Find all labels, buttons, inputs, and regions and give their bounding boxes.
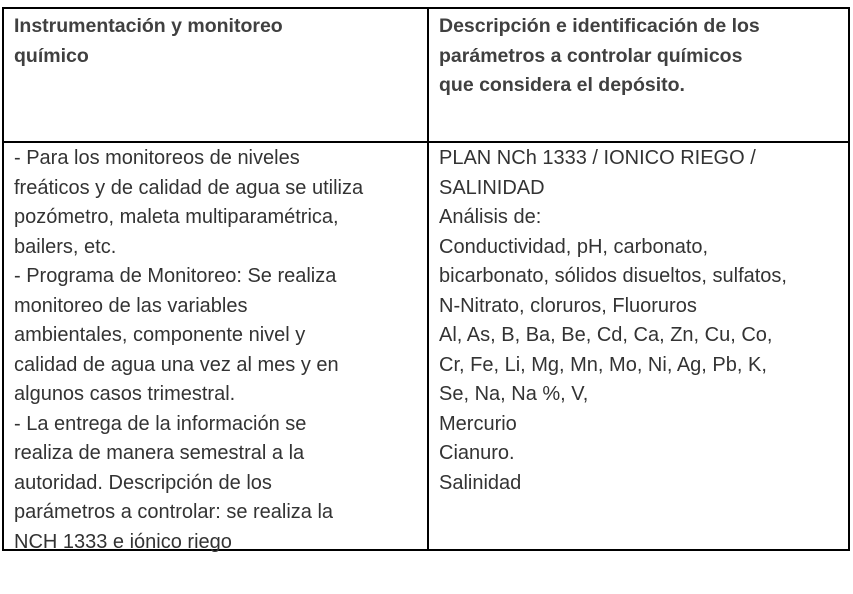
header-line: químico xyxy=(14,44,89,67)
body-line: Mercurio xyxy=(439,412,517,435)
body-line: autoridad. Descripción de los xyxy=(14,471,272,494)
header-line: Descripción e identificación de los xyxy=(439,15,760,37)
header-line: que considera el depósito. xyxy=(439,74,685,96)
body-line: Al, As, B, Ba, Be, Cd, Ca, Zn, Cu, Co, xyxy=(439,324,773,346)
body-line: PLAN NCh 1333 / IONICO RIEGO / xyxy=(439,147,756,169)
body-line: algunos casos trimestral. xyxy=(14,383,236,405)
body-line: Cr, Fe, Li, Mg, Mn, Mo, Ni, Ag, Pb, K, xyxy=(439,353,767,376)
body-line: Cianuro. xyxy=(439,442,515,464)
body-line: N-Nitrato, cloruros, Fluoruros xyxy=(439,294,697,317)
body-line: bailers, etc. xyxy=(14,235,117,258)
body-line: Conductividad, pH, carbonato, xyxy=(439,235,709,258)
body-line: - Programa de Monitoreo: Se realiza xyxy=(14,265,337,287)
body-line: ambientales, componente nivel y xyxy=(14,324,306,346)
body-line: freáticos y de calidad de agua se utiliza xyxy=(14,176,364,199)
body-line: SALINIDAD xyxy=(439,176,545,199)
body-line: realiza de manera semestral a la xyxy=(14,442,305,464)
body-line: pozómetro, maleta multiparamétrica, xyxy=(14,206,339,228)
header-line: parámetros a controlar químicos xyxy=(439,44,743,67)
body-line: NCH 1333 e iónico riego xyxy=(14,530,232,553)
body-line: parámetros a controlar: se realiza la xyxy=(14,501,334,523)
body-cell-instrumentation xyxy=(4,143,427,553)
body-line: Salinidad xyxy=(439,471,522,494)
body-line: - La entrega de la información se xyxy=(14,412,307,435)
header-line: Instrumentación y monitoreo xyxy=(14,15,283,37)
parameters-table xyxy=(2,7,850,551)
body-cell-parameters xyxy=(429,143,848,549)
body-line: - Para los monitoreos de niveles xyxy=(14,147,300,169)
body-line: Se, Na, Na %, V, xyxy=(439,383,589,405)
body-line: calidad de agua una vez al mes y en xyxy=(14,353,339,376)
body-line: Análisis de: xyxy=(439,206,542,228)
body-line: monitoreo de las variables xyxy=(14,294,248,317)
body-line: bicarbonato, sólidos disueltos, sulfatos, xyxy=(439,265,787,287)
header-cell-instrumentation xyxy=(4,9,427,141)
header-cell-parameters xyxy=(429,9,848,141)
